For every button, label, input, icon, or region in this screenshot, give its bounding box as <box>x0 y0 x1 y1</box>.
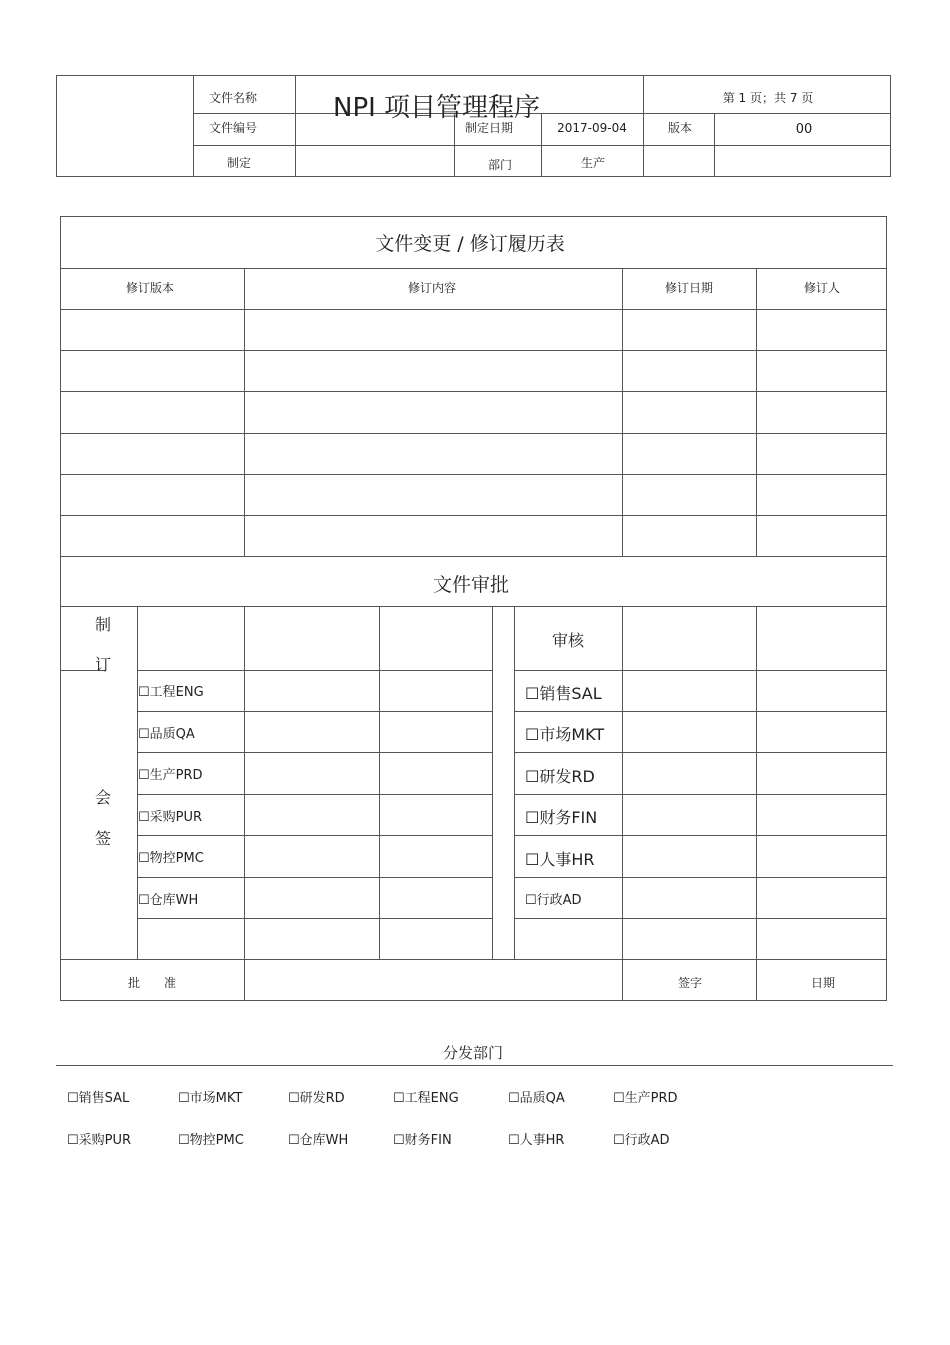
signature-label: 签字 <box>677 976 703 990</box>
dist-checkbox-eng[interactable]: ☐工程ENG <box>393 1091 459 1106</box>
drafting-label-1: 制 <box>94 615 112 634</box>
dept-checkbox-wh[interactable]: ☐仓库WH <box>138 893 199 908</box>
col-revision-version: 修订版本 <box>125 281 175 295</box>
countersign-label-2: 签 <box>94 829 112 848</box>
distribution-divider <box>56 1065 893 1066</box>
approval-title: 文件审批 <box>432 574 510 596</box>
dist-checkbox-qa[interactable]: ☐品质QA <box>508 1091 565 1106</box>
dept-checkbox-pur[interactable]: ☐采购PUR <box>138 810 203 825</box>
col-revision-content: 修订内容 <box>407 281 457 295</box>
dist-checkbox-sal[interactable]: ☐销售SAL <box>67 1091 130 1106</box>
version-label: 版本 <box>667 121 693 135</box>
dist-checkbox-hr[interactable]: ☐人事HR <box>508 1133 565 1148</box>
dept-checkbox-prd[interactable]: ☐生产PRD <box>138 768 203 783</box>
date-value: 2017-09-04 <box>557 121 627 135</box>
dist-checkbox-fin[interactable]: ☐财务FIN <box>393 1133 452 1148</box>
dept-label: 部门 <box>487 158 513 172</box>
dist-checkbox-pur[interactable]: ☐采购PUR <box>67 1133 132 1148</box>
distribution-title: 分发部门 <box>442 1044 504 1062</box>
dept-checkbox-pmc[interactable]: ☐物控PMC <box>138 851 204 866</box>
dist-checkbox-pmc[interactable]: ☐物控PMC <box>178 1133 244 1148</box>
dept-checkbox-fin[interactable]: ☐财务FIN <box>525 808 598 827</box>
col-revision-date: 修订日期 <box>664 281 714 295</box>
dept-value: 生产 <box>580 156 606 170</box>
revision-title: 文件变更 / 修订履历表 <box>375 233 565 255</box>
review-label: 审核 <box>551 631 585 650</box>
date-label: 制定日期 <box>465 121 514 135</box>
approve-date-label: 日期 <box>810 976 836 990</box>
file-title: NPI 项目管理程序 <box>333 93 541 123</box>
dept-checkbox-mkt[interactable]: ☐市场MKT <box>525 725 605 744</box>
dist-checkbox-prd[interactable]: ☐生产PRD <box>613 1091 678 1106</box>
dept-checkbox-qa[interactable]: ☐品质QA <box>138 727 195 742</box>
dept-checkbox-ad[interactable]: ☐行政AD <box>525 893 582 908</box>
made-by-label: 制定 <box>226 156 252 170</box>
page-info: 第 1 页；共 7 页 <box>722 91 814 105</box>
drafting-label-2: 订 <box>94 655 112 674</box>
approve-label: 批 准 <box>127 976 177 990</box>
file-name-label: 文件名称 <box>209 91 258 105</box>
dist-checkbox-wh[interactable]: ☐仓库WH <box>288 1133 349 1148</box>
file-no-label: 文件编号 <box>209 121 258 135</box>
dept-checkbox-hr[interactable]: ☐人事HR <box>525 850 595 869</box>
dist-checkbox-ad[interactable]: ☐行政AD <box>613 1133 670 1148</box>
dept-checkbox-eng[interactable]: ☐工程ENG <box>138 685 204 700</box>
version-value: 00 <box>795 122 813 137</box>
dist-checkbox-rd[interactable]: ☐研发RD <box>288 1091 345 1106</box>
countersign-label-1: 会 <box>94 788 112 807</box>
dept-checkbox-sal[interactable]: ☐销售SAL <box>525 684 602 703</box>
col-revision-person: 修订人 <box>803 281 841 295</box>
dept-checkbox-rd[interactable]: ☐研发RD <box>525 767 595 786</box>
dist-checkbox-mkt[interactable]: ☐市场MKT <box>178 1091 243 1106</box>
